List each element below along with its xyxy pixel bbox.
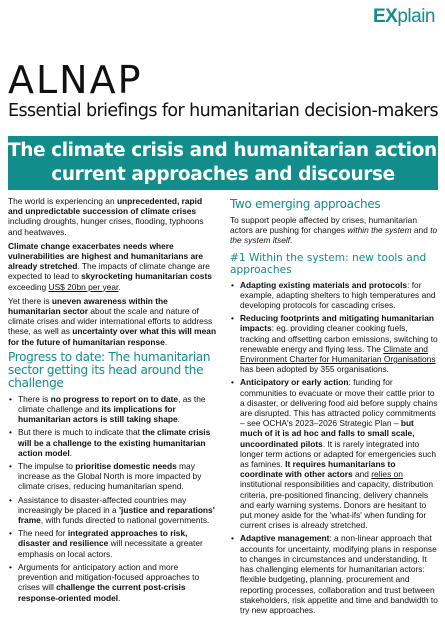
approaches-heading: Two emerging approaches bbox=[230, 197, 381, 211]
list-item: • The need for integrated approaches to risk, disaster and resilience will necessitate a greater emphasis on local actors. bbox=[8, 528, 218, 559]
approaches-list bbox=[230, 280, 438, 616]
left-column bbox=[8, 196, 218, 606]
right-column bbox=[230, 196, 438, 618]
within-system-heading: #1 Within the system: new tools and approaches bbox=[230, 251, 427, 276]
list-item: • Adapting existing materials and protocols: for example, adapting shelters to high temperatures and developing protocols for cascading crises. bbox=[230, 280, 438, 311]
list-item: • Arguments for anticipatory action and more prevention and mitigation-focused approaches to crises will challenge the current post-crisis response-oriented model. bbox=[8, 562, 218, 603]
charter-link[interactable]: Climate and Environment Charter for Humanitarian Organisations bbox=[240, 343, 436, 365]
list-item: • Adaptive management: a non-linear approach that accounts for uncertainty, modifying plans in response to changes in circumstances and understanding. It has challenging elements for humanitarian actors: flexible budgeting, planning, procurement and reporting processes, collaboration and trust between stakeholders, risk appetite and time and bandwidth to try new approaches. bbox=[230, 533, 438, 615]
title-line-1: The climate crisis and humanitarian action: bbox=[8, 140, 444, 161]
relies-on-link[interactable]: relies on bbox=[371, 469, 403, 480]
intro-paragraph: The world is experiencing an unprecedented, rapid and unpredictable succession of climate crises including droughts, hunger crises, flooding, typhoons and heatwaves. bbox=[8, 196, 204, 237]
approaches-intro: To support people affected by crises, humanitarian actors are pushing for changes within the system and to the system itself. bbox=[230, 215, 438, 246]
title-banner bbox=[8, 136, 444, 190]
explain-plain: plain bbox=[397, 6, 435, 27]
title-line-2: current approaches and discourse bbox=[51, 164, 395, 185]
cost-link[interactable]: US$ 20bn per year bbox=[48, 281, 119, 292]
awareness-paragraph: Yet there is uneven awareness within the humanitarian sector about the scale and nature of climate crises and wider international efforts to address these, as well as uncertainty over what this will mean for the future of humanitarian response. bbox=[8, 295, 217, 347]
list-item: • There is no progress to report on to date, as the climate challenge and its implications for humanitarian actors is still taking shape. bbox=[8, 394, 218, 425]
list-item: • Assistance to disaster-affected countries may increasingly be placed in a 'justice and reparations' frame, with funds directed to national governments. bbox=[8, 495, 218, 526]
list-item: • The impulse to prioritise domestic needs may increase as the Global North is more impacted by climate crises, reducing humanitarian spend. bbox=[8, 461, 218, 492]
list-item: • Reducing footprints and mitigating humanitarian impacts: eg. providing cleaner cooking fuels, tracking and offsetting carbon emissions, switching to renewable energy and flying less. The Climate and Environment Charter for Humanitarian Organisations has been adopted by 355 organisations. bbox=[230, 313, 438, 374]
page-subtitle: Essential briefings for humanitarian decision-makers bbox=[8, 101, 439, 121]
list-item: • But there is much to indicate that the climate crisis will be a challenge to the existing humanitarian action model. bbox=[8, 427, 218, 458]
alnap-logo: ALNAP bbox=[8, 58, 143, 102]
progress-list bbox=[8, 394, 218, 603]
explain-ex: EX bbox=[372, 6, 398, 27]
explain-brand bbox=[373, 6, 435, 28]
progress-heading: Progress to date: The humanitarian sector getting its head around the challenge bbox=[8, 349, 211, 390]
impacts-paragraph: Climate change exacerbates needs where vulnerabilities are highest and humanitarians are already stretched. The impacts of climate change are expected to lead to skyrocketing humanitarian costs exceeding US$ 20bn per year. bbox=[8, 240, 212, 292]
list-item: • Anticipatory or early action: funding for communities to evacuate or move their cattle prior to a disaster, or delivering food aid before supply chains are disrupted. This has attracted policy commitments – see OCHA's 2023–2026 Strategic Plan – but much of it is ad hoc and falls to small scale, uncoordinated pilots. It is rarely integrated into longer term actions or adapted for emergencies such as famines. It requires humanitarians to coordinate with other actors and relies on institutional responsibilities and capacity, distribution criteria, pre-positioned financing, delivery channels and early warning systems. Donors are hesitant to put money aside for the 'what-ifs' when funding for current crises is already stretched. bbox=[230, 377, 438, 530]
